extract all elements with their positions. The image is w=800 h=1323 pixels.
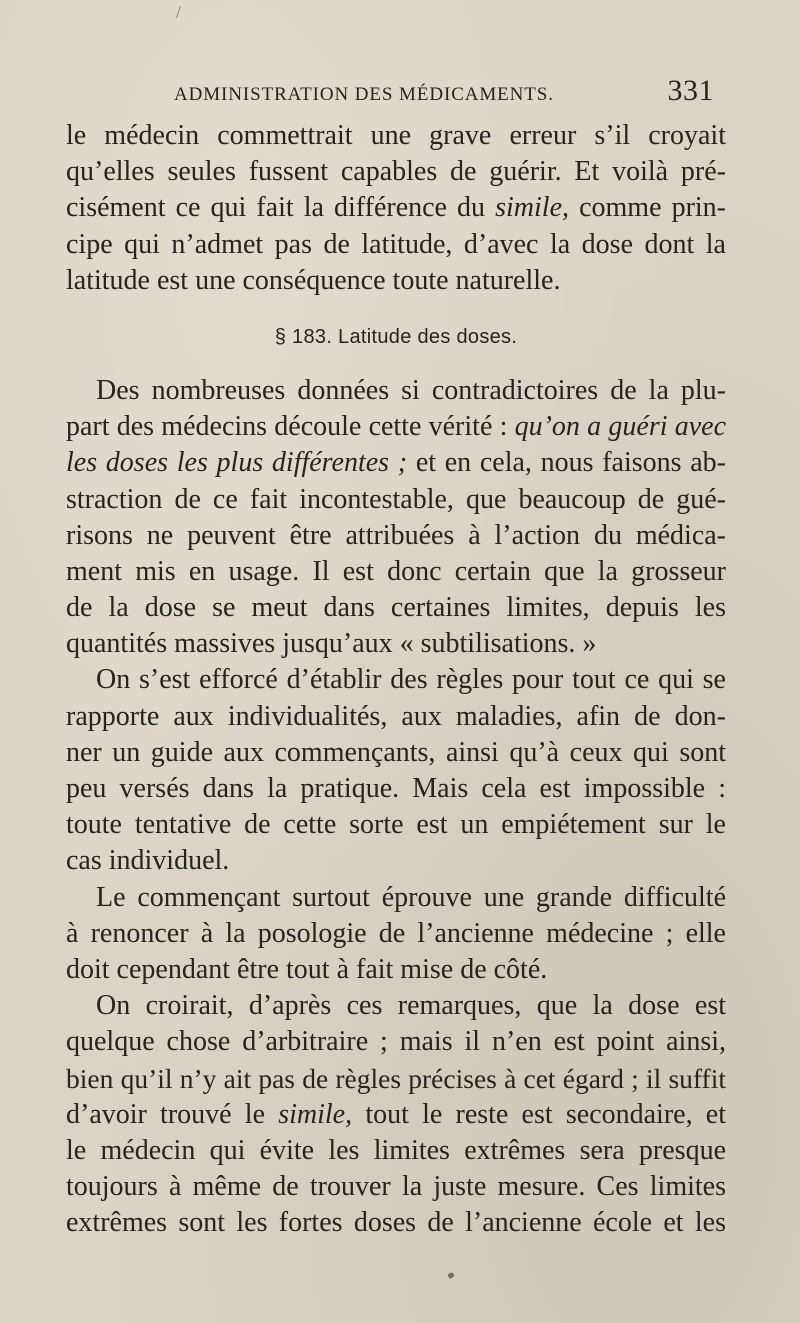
text-line: cipe qui n’admet pas de latitude, d’avec la dose dont la [66, 228, 726, 260]
text-line: qu’elles seules fussent capables de guérir. Et voilà pré- [66, 156, 726, 188]
text-line: ment mis en usage. Il est donc certain que la grosseur [66, 555, 726, 587]
text-line: le médecin qui évite les limites extrêmes sera presque [66, 1134, 726, 1166]
ink-mark [176, 6, 185, 18]
emphasis: qu’on a guéri avec [514, 411, 726, 443]
emphasis: simile, [495, 192, 570, 224]
page-number: 331 [667, 74, 714, 107]
text-line: de la dose se meut dans certaines limites, depuis les [66, 592, 726, 624]
body-text [66, 118, 726, 1241]
running-head [174, 74, 714, 114]
text-line: extrêmes sont les fortes doses de l’ancienne école et les [66, 1207, 726, 1239]
text-line: Le commençant surtout éprouve une grande difficulté [96, 881, 726, 913]
ink-mark [447, 1272, 455, 1279]
text-line: peu versés dans la pratique. Mais cela est impossible : [66, 773, 726, 804]
emphasis: simile, [278, 1098, 353, 1130]
text-line: toute tentative de cette sorte est un empiétement sur le [66, 809, 726, 841]
text-line: le médecin commettrait une grave erreur s’il croyait [66, 120, 726, 151]
text-line: doit cependant être tout à fait mise de côté. [66, 953, 548, 985]
text-line: les doses les plus différentes ; et en cela, nous faisons ab- [66, 447, 726, 479]
text-line: d’avoir trouvé le simile, tout le reste est secondaire, et [66, 1098, 726, 1130]
text-line: à renoncer à la posologie de l’ancienne médecine ; elle [66, 917, 726, 949]
emphasis: les doses les plus différentes ; [66, 447, 408, 479]
text-line: rapporte aux individualités, aux maladies, afin de don- [66, 700, 726, 732]
text-line: bien qu’il n’y ait pas de règles précises à cet égard ; il suffit [66, 1062, 726, 1094]
text-line: ner un guide aux commençants, ainsi qu’à ceux qui sont [66, 736, 726, 768]
text-line: cisément ce qui fait la différence du simile, comme prin- [66, 192, 726, 224]
text-line: latitude est une conséquence toute naturelle. [66, 264, 561, 296]
running-title: ADMINISTRATION DES MÉDICAMENTS. [174, 84, 554, 105]
text-line: On s’est efforcé d’établir des règles pour tout ce qui se [96, 664, 726, 696]
text-line: straction de ce fait incontestable, que beaucoup de gué- [66, 483, 726, 515]
text-line: cas individuel. [66, 845, 230, 877]
text-line: quelque chose d’arbitraire ; mais il n’en est point ainsi, [66, 1026, 726, 1058]
section-heading: § 183. Latitude des doses. [274, 325, 518, 348]
text-line: Des nombreuses données si contradictoires de la plu- [96, 374, 726, 406]
text-line: quantités massives jusqu’aux « subtilisations. » [66, 628, 597, 660]
text-line: On croirait, d’après ces remarques, que la dose est [96, 990, 726, 1022]
text-line: risons ne peuvent être attribuées à l’action du médica- [66, 519, 726, 551]
text-line: part des médecins découle cette vérité : qu’on a guéri avec [66, 411, 726, 443]
text-line: toujours à même de trouver la juste mesure. Ces limites [66, 1171, 726, 1203]
